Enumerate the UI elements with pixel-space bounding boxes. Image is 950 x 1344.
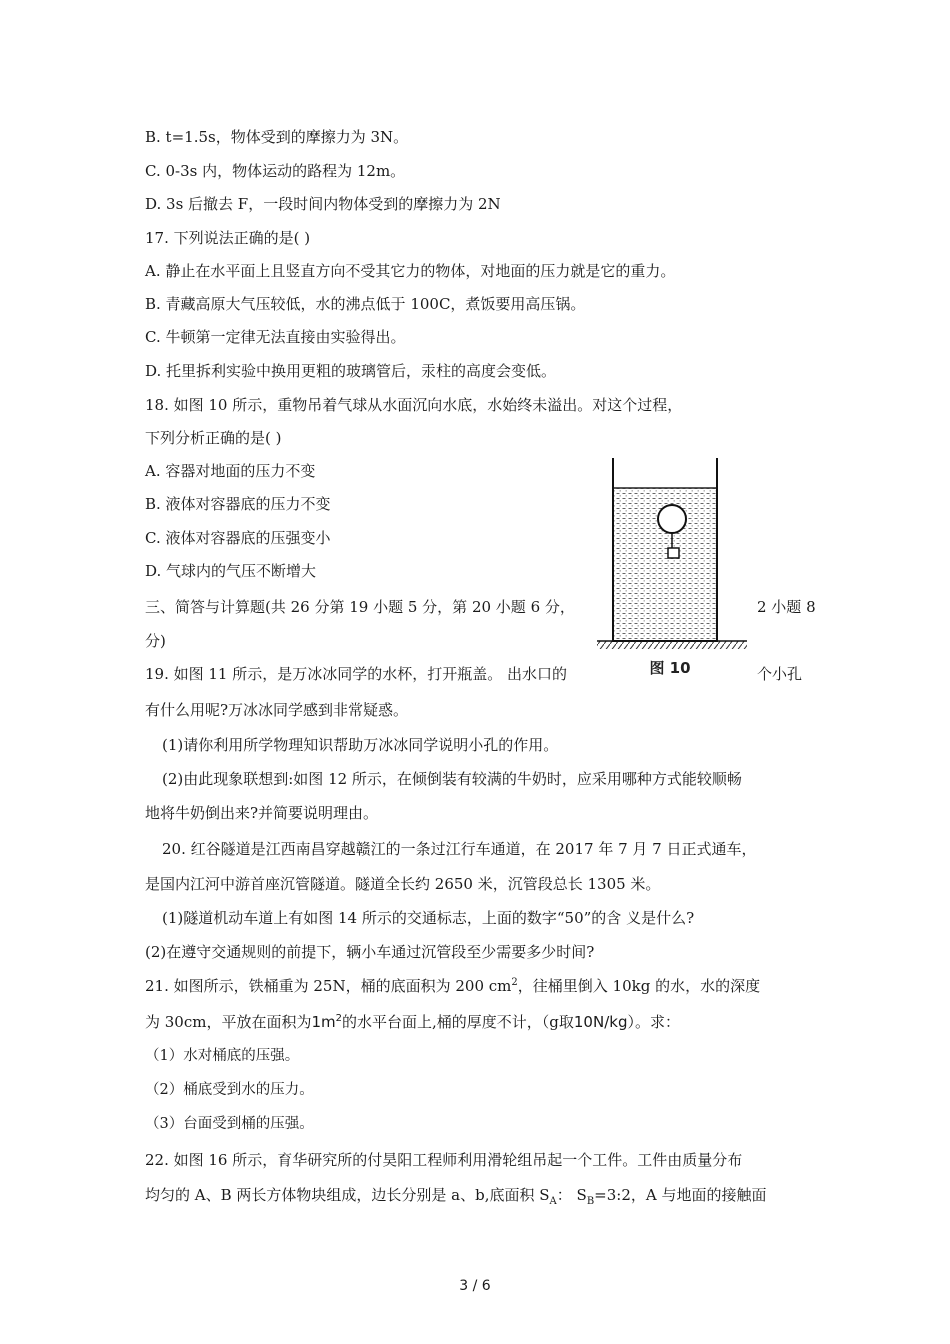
line-18a: A. 容器对地面的压力不变: [145, 462, 316, 480]
line-16d: D. 3s 后撤去 F，一段时间内物体受到的摩擦力为 2N: [145, 195, 501, 213]
q17-stem: 17. 下列说法正确的是( ): [145, 229, 311, 247]
line-17d: D. 托里拆利实验中换用更粗的玻璃管后，汞柱的高度会变低。: [145, 362, 557, 380]
line-18c: C. 液体对容器底的压强变小: [145, 529, 331, 547]
figure-10-drawing: [592, 452, 752, 684]
q21-stem-2: [145, 1012, 680, 1032]
q22-stem-1: 22. 如图 16 所示，育华研究所的付昊阳工程师利用滑轮组吊起一个工件。工件由质量分布: [145, 1151, 743, 1169]
q19-part-2-cont: 地将牛奶倒出来?并简要说明理由。: [145, 804, 379, 822]
line-17b: B. 青藏高原大气压较低，水的沸点低于 100C，煮饭要用高压锅。: [145, 295, 586, 313]
line-18d: D. 气球内的气压不断增大: [145, 562, 317, 580]
q19-stem-2: 有什么用呢?万冰冰同学感到非常疑惑。: [145, 701, 409, 719]
area-sup: 2: [335, 1013, 343, 1024]
q20-stem-1: 20. 红谷隧道是江西南昌穿越赣江的一条过江行车通道，在 2017 年 7 月 7 日正式通车，: [162, 840, 757, 858]
q22-stem-2-b: ： S: [556, 1186, 587, 1204]
q21-part-3: （3）台面受到桶的压强。: [145, 1116, 314, 1132]
q21-part-2: （2）桶底受到水的压力。: [145, 1082, 314, 1098]
q21-stem-2-a: 为 30cm，平放在面积为: [145, 1013, 312, 1031]
page-number: 3 / 6: [459, 1278, 491, 1294]
q21-stem-1-b: ，往桶里倒入 10kg 的水，水的深度: [517, 977, 761, 995]
line-18b: B. 液体对容器底的压力不变: [145, 495, 331, 513]
section-3-heading: 三、简答与计算题(共 26 分第 19 小题 5 分，第 20 小题 6 分，: [145, 598, 575, 616]
q19-stem-1: 19. 如图 11 所示，是万冰冰同学的水杯，打开瓶盖。 出水口的: [145, 665, 568, 683]
q21-stem-2-c: ）。求：: [627, 1013, 680, 1031]
q21-stem-2-b: 的水平台面上,桶的厚度不计，（g取: [342, 1013, 574, 1031]
area-value: [311, 1013, 342, 1031]
q21-stem-1-a: 21. 如图所示，铁桶重为 25N，桶的底面积为 200 cm: [145, 977, 512, 995]
superscript-2: 2: [511, 977, 518, 988]
q20-part-2: (2)在遵守交通规则的前提下，辆小车通过沉管段至少需要多少时间?: [145, 943, 595, 961]
q22-stem-2-c: =3:2，A 与地面的接触面: [594, 1186, 767, 1204]
line-16c: C. 0-3s 内，物体运动的路程为 12m。: [145, 162, 406, 180]
q22-stem-2: [145, 1185, 766, 1212]
line-17a: A. 静止在水平面上且竖直方向不受其它力的物体，对地面的压力就是它的重力。: [145, 262, 676, 280]
q18-stem-1: 18. 如图 10 所示，重物吊着气球从水面沉向水底，水始终未溢出。对这个过程，: [145, 396, 683, 414]
q21-stem-1: [145, 976, 760, 996]
sub-a: A: [549, 1196, 557, 1207]
section-3-heading-end: 分): [145, 632, 166, 650]
q20-stem-2: 是国内江河中游首座沉管隧道。隧道全长约 2650 米，沉管段总长 1305 米。: [145, 875, 661, 893]
q22-stem-2-a: 均匀的 A、B 两长方体物块组成，边长分别是 a、b,底面积 S: [145, 1186, 550, 1204]
q19-part-1: (1)请你利用所学物理知识帮助万冰冰同学说明小孔的作用。: [162, 736, 559, 754]
q19-part-2: (2)由此现象联想到:如图 12 所示，在倾倒装有较满的牛奶时，应采用哪种方式能较顺畅: [162, 770, 742, 788]
figure-10: [592, 452, 752, 684]
figure-10-caption: 图 10: [649, 659, 691, 677]
g-value: 10N/kg: [573, 1013, 628, 1031]
q18-stem-2: 下列分析正确的是( ): [145, 429, 282, 447]
sub-b: B: [586, 1196, 595, 1207]
line-17c: C. 牛顿第一定律无法直接由实验得出。: [145, 328, 406, 346]
q21-part-1: （1）水对桶底的压强。: [145, 1048, 300, 1064]
line-16b: B. t=1.5s，物体受到的摩擦力为 3N。: [145, 128, 409, 146]
q20-part-1: (1)隧道机动车道上有如图 14 所示的交通标志，上面的数字“50”的含 义是什么?: [162, 909, 695, 927]
area-value-text: 1m: [311, 1013, 336, 1031]
section-3-heading-tail: 2 小题 8: [757, 598, 816, 616]
q19-stem-1-tail: 个小孔: [757, 665, 803, 683]
